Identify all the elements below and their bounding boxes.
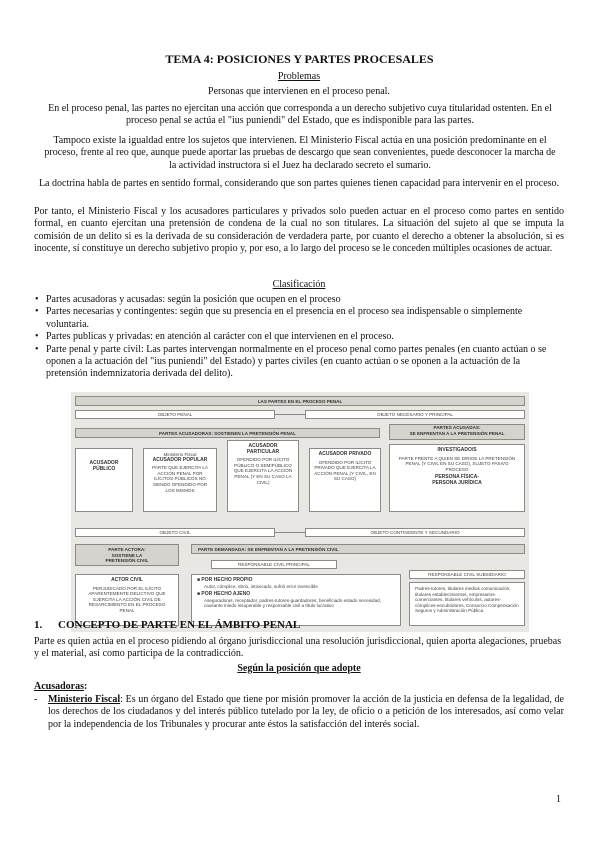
section1-subheading: Según la posición que adopte — [237, 663, 361, 674]
page-number: 1 — [556, 794, 561, 805]
clasificacion-item: • Partes acusadoras y acusadas: según la posición que ocupen en el proceso — [46, 294, 564, 306]
actor-civil-box: ACTOR CIVIL PERJUDICADO POR EL ILÍCITO APARENTEMENTE DELICTIVO QUE EJERCITA LA ACCIÓN CIVIL DE RESARCIMIENTO EN EL PROCESO PENAL — [75, 574, 179, 626]
problemas-p3: Tampoco existe la igualdad entre los sujetos que intervienen. El Ministerio Fiscal actúa en una posición predominante en el proceso, frente al reo que, aunque puede aportar las pruebas de descargo que sean convenientes, puede desconocer la marcha de la actividad instructora si el Juez ha declarado secreto el sumario. — [44, 135, 556, 171]
objeto-contingente-label: OBJETO CONTINGENTE Y SECUNDARIO — [305, 528, 525, 537]
acusadoras-band: PARTES ACUSADORAS: SOSTIENEN LA PRETENSIÓN PENAL — [75, 428, 380, 438]
acusador-particular-box: ACUSADOR PARTICULAR OFENDIDO POR ILÍCITO PÚBLICO O SEMIPÚBLICO QUE EJERCITA LA ACCIÓN PENAL (Y EN SU CASO LA CIVIL) — [227, 440, 299, 512]
objeto-penal-label: OBJETO PENAL — [75, 410, 275, 419]
demandada-band: PARTE DEMANDADA: SE ENFRENTAN A LA PRETENSIÓN CIVIL — [191, 544, 525, 554]
clasificacion-item: • Partes necesarias y contingentes: según que su presencia en el presencia en el proceso sea indispensable o simplemente voluntaria. — [46, 306, 564, 331]
clasificacion-item: • Partes publicas y privadas: en atención al carácter con el que intervienen en el proceso. — [46, 331, 564, 343]
clasificacion-list — [34, 294, 564, 381]
acusador-popular-box: Ministerio Fiscal ACUSADOR POPULAR PARTE QUE EJERCITA LA ACCIÓN PENAL POR ILÍCITOS PÚBLICOS NO SIENDO OFENDIDO POR LOS MISMOS — [143, 448, 217, 512]
connector-line — [275, 414, 305, 415]
problemas-p5: Por tanto, el Ministerio Fiscal y los acusadores particulares y privados solo pueden actuar en el proceso como partes en sentido formal, en cuanto ejercitan una pretensión de condena de la cual no son titulares. La situación del sujeto al que se imputa la comisión de un delito si es la derivada de su consideración de verdadera parte, por cuanto el derecho a obtener la absolución, si es inocente, sí constituye un derecho subjetivo propio y, por eso, a lo largo del proceso se le conceden múltiples ocasiones de actuar. — [34, 206, 564, 255]
problemas-p2: En el proceso penal, las partes no ejercitan una acción que corresponda a un derecho subjetivo cuya titularidad ostenten. En el proceso penal se actúa el "ius puniendi" del Estado, que es indisponible para las partes. — [48, 103, 552, 127]
objeto-civil-label: OBJETO CIVIL — [75, 528, 275, 537]
clasificacion-heading: Clasificación — [272, 279, 326, 290]
acusador-privado-box: ACUSADOR PRIVADO OFENDIDO POR ILÍCITO PRIVADO QUE EJERCITA LA ACCIÓN PENAL (Y CIVIL, EN SU CASO) — [309, 448, 381, 512]
objeto-necesario-label: OBJETO NECESARIO Y PRINCIPAL — [305, 410, 525, 419]
diagram-title: LAS PARTES EN EL PROCESO PENAL — [75, 396, 525, 406]
responsable-subsidiario-label: RESPONSABLE CIVIL SUBSIDIARIO — [409, 570, 525, 579]
acusadas-band: PARTES ACUSADAS: SE ENFRENTAN A LA PRETENSIÓN PENAL — [389, 424, 525, 440]
section1-heading: 1. CONCEPTO DE PARTE EN EL ÁMBITO PENAL — [34, 619, 301, 631]
page-title: TEMA 4: POSICIONES Y PARTES PROCESALES — [165, 52, 434, 66]
section1-p1: Parte es quien actúa en el proceso pidiendo al órgano jurisdiccional una resolución jurisdiccional, quien aporta alegaciones, pruebas y el material, así como participa de la contradicción. — [34, 636, 562, 660]
investigado-box: INVESTIGADO/S PARTE FRENTE A QUIEN SE DIRIGE LA PRETENSIÓN PENAL (Y CIVIL EN SU CASO), SUJETO PASIVO PROCESO PERSONA FÍSICA- PERSONA JURÍDICA — [389, 444, 525, 512]
problemas-p1: Personas que intervienen en el proceso penal. — [208, 86, 390, 97]
ministerio-fiscal-item: - Ministerio Fiscal: Es un órgano del Estado que tiene por misión promover la acción de la justicia en defensa de la legalidad, de los derechos de los ciudadanos y del interés público tutelado por la ley, de oficio o a petición de los interesados, así como velar por la independencia de los Tribunales y procurar ante éstos la satisfacción del interés social. — [34, 694, 564, 730]
responsable-principal-box: ■ POR HECHO PROPIO Autor, cómplice, ebrio, intoxicado, sufrió error invencible ■ POR HECHO AJENO Aseguradoras, receptador, padres-tutores-guardadores, beneficiado estado necesidad, causante miedo insuperable y responsable civil a título lucrativo — [191, 574, 401, 626]
responsable-principal-label: RESPONSABLE CIVIL PRINCIPAL — [211, 560, 337, 569]
acusadoras-label: Acusadoras: — [34, 681, 88, 692]
responsable-subsidiario-box: Padres-tutores, titulares medios comunicación, titulares establecimientos, empresarios-comerciantes, titulares vehículos, autores-cómplices-encubridores, Consorcio Compensación Seguros y Administración Pública — [409, 582, 525, 626]
partes-diagram — [71, 392, 529, 632]
connector-line — [275, 532, 305, 533]
clasificacion-item: • Parte penal y parte civil: Las partes intervengan normalmente en el proceso penal como partes penales (en cuanto actúan o se oponen a la actuación del "ius puniendi" del Estado) y partes civiles (en cuanto actúan o se oponen a la actuación de la pretensión indemnizatoria derivada del delito). — [46, 344, 564, 381]
problemas-p4: La doctrina habla de partes en sentido formal, considerando que son partes quienes tienen capacidad para intervenir en el proceso. — [38, 178, 560, 189]
acusador-publico-box: ACUSADOR PÚBLICO — [75, 448, 133, 512]
actora-band: PARTE ACTORA: SOSTIENE LA PRETENSIÓN CIVIL — [75, 544, 179, 566]
problemas-heading: Problemas — [277, 71, 321, 82]
